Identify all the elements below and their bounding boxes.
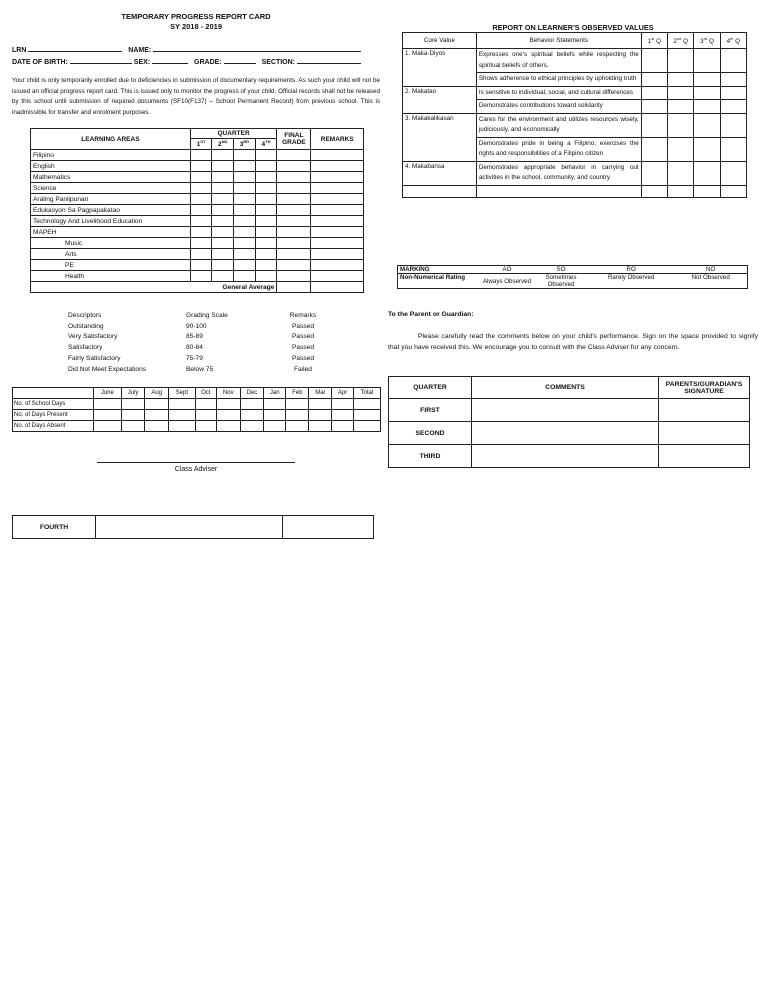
values-rating-cell[interactable]	[668, 137, 694, 161]
grade-cell[interactable]	[234, 260, 256, 271]
grade-cell[interactable]	[212, 216, 234, 227]
values-rating-cell[interactable]	[694, 161, 720, 185]
grade-cell[interactable]	[255, 249, 277, 260]
subject-name: Science	[31, 183, 191, 194]
marking-code-so: SO	[556, 266, 566, 273]
month-header: Oct	[195, 388, 216, 399]
subject-row	[31, 161, 364, 172]
values-row	[403, 161, 747, 185]
grade-cell[interactable]	[234, 161, 256, 172]
values-rating-cell[interactable]	[720, 100, 746, 114]
lrn-name-row	[12, 44, 382, 54]
behavior-statement: Shows adherence to ethical principles by upholding truth	[476, 73, 641, 87]
attendance-cell[interactable]	[169, 410, 196, 421]
values-rating-cell[interactable]	[668, 49, 694, 73]
fourth-signature-cell[interactable]	[283, 516, 374, 539]
attendance-cell[interactable]	[121, 421, 145, 432]
comment-row	[389, 445, 750, 468]
grade-cell[interactable]	[255, 205, 277, 216]
subject-name: Technology And Livelihood Education	[31, 216, 191, 227]
grade-cell[interactable]	[277, 260, 311, 271]
comments-quarter-header: QUARTER	[389, 377, 472, 399]
grade-cell[interactable]	[190, 183, 212, 194]
school-year: SY 2018 - 2019	[170, 22, 222, 31]
lrn-label: LRN	[12, 47, 27, 54]
subject-name: MAPEH	[31, 227, 191, 238]
attendance-cell[interactable]	[145, 410, 169, 421]
subject-row	[31, 216, 364, 227]
month-header: Mar	[309, 388, 332, 399]
grade-cell[interactable]	[277, 172, 311, 183]
subject-row	[31, 183, 364, 194]
values-rating-cell[interactable]	[720, 113, 746, 137]
quarter-4-header: 4TH	[255, 139, 277, 150]
grade-cell[interactable]	[277, 249, 311, 260]
behavior-statement: Cares for the environment and utilizes resources wisely, judiciously, and economically	[476, 113, 641, 137]
comments-table	[388, 376, 750, 468]
subject-name: PE	[31, 260, 191, 271]
grade-cell[interactable]	[234, 227, 256, 238]
remarks-header: REMARKS	[311, 129, 364, 150]
month-header: June	[94, 388, 122, 399]
values-q1-header: 1st Q	[641, 33, 667, 49]
attendance-row	[13, 399, 381, 410]
lrn-field[interactable]	[28, 44, 122, 52]
subject-row	[31, 194, 364, 205]
dob-field[interactable]	[70, 56, 132, 64]
grading-remark: Passed	[292, 333, 314, 341]
grade-cell[interactable]	[255, 271, 277, 282]
marking-label: MARKING	[400, 266, 430, 273]
attendance-cell[interactable]	[332, 421, 353, 432]
subject-name: Araling Panlipunan	[31, 194, 191, 205]
core-value-cell: 1. Maka-Diyos	[403, 49, 477, 87]
quarter-header: QUARTER	[190, 129, 277, 139]
grade-cell[interactable]	[255, 216, 277, 227]
values-rating-cell[interactable]	[641, 161, 667, 185]
attendance-cell[interactable]	[332, 399, 353, 410]
values-rating-cell[interactable]	[641, 137, 667, 161]
marking-table	[397, 265, 748, 289]
comment-cell[interactable]	[472, 399, 659, 422]
attendance-cell[interactable]	[216, 410, 240, 421]
general-average-cell[interactable]	[277, 282, 311, 293]
non-numerical-label: Non-Numerical Rating	[400, 274, 465, 281]
comment-row	[389, 399, 750, 422]
grade-cell[interactable]	[255, 150, 277, 161]
grade-cell[interactable]	[311, 249, 364, 260]
subject-name: Arts	[31, 249, 191, 260]
grade-cell[interactable]	[255, 172, 277, 183]
month-header: Total	[353, 388, 380, 399]
grade-cell[interactable]	[234, 205, 256, 216]
month-header: July	[121, 388, 145, 399]
descriptors-header: Descriptors	[68, 311, 102, 319]
fourth-quarter-table	[12, 515, 374, 539]
grade-cell[interactable]	[190, 150, 212, 161]
attendance-cell[interactable]	[332, 410, 353, 421]
attendance-cell[interactable]	[195, 410, 216, 421]
values-rating-cell[interactable]	[720, 49, 746, 73]
grading-descriptor: Satisfactory	[68, 344, 103, 352]
fourth-comment-cell[interactable]	[96, 516, 283, 539]
subject-row	[31, 172, 364, 183]
subject-name: Edukasyon Sa Pagpapakatao	[31, 205, 191, 216]
adviser-signature-line[interactable]	[97, 462, 295, 463]
grade-cell[interactable]	[277, 227, 311, 238]
grading-row	[68, 353, 328, 364]
grade-cell[interactable]	[212, 183, 234, 194]
grade-cell[interactable]	[255, 238, 277, 249]
grading-descriptor: Outstanding	[68, 322, 104, 330]
signature-cell[interactable]	[659, 422, 750, 445]
fourth-quarter-label: FOURTH	[13, 516, 96, 539]
subject-rows	[31, 150, 364, 282]
marking-code-ro: RO	[626, 266, 636, 273]
grade-cell[interactable]	[190, 172, 212, 183]
attendance-cell[interactable]	[264, 421, 286, 432]
signature-header: PARENTS/GURADIAN'S SIGNATURE	[659, 377, 750, 399]
values-rating-cell[interactable]	[720, 86, 746, 100]
subject-name: English	[31, 161, 191, 172]
attendance-cell[interactable]	[309, 410, 332, 421]
values-rating-cell[interactable]	[641, 100, 667, 114]
class-adviser-label: Class Adviser	[174, 466, 218, 473]
values-rating-cell[interactable]	[668, 73, 694, 87]
behavior-header: Behavior Statements	[476, 33, 641, 49]
values-rating-cell[interactable]	[694, 100, 720, 114]
rating-rarely: Rarely Observed	[607, 274, 655, 281]
dob-row	[12, 56, 382, 66]
values-rating-cell[interactable]	[694, 73, 720, 87]
grade-cell[interactable]	[234, 172, 256, 183]
grade-cell[interactable]	[277, 161, 311, 172]
report-title: TEMPORARY PROGRESS REPORT CARD	[121, 12, 271, 21]
month-header: Aug	[145, 388, 169, 399]
comment-quarter-label: FIRST	[389, 399, 472, 422]
grading-row	[68, 321, 328, 332]
attendance-cell[interactable]	[353, 399, 380, 410]
grade-cell[interactable]	[311, 260, 364, 271]
month-header: Sept	[169, 388, 196, 399]
grade-cell[interactable]	[212, 172, 234, 183]
grade-cell[interactable]	[212, 194, 234, 205]
grade-cell[interactable]	[190, 249, 212, 260]
values-rating-cell[interactable]	[720, 137, 746, 161]
subject-row	[31, 205, 364, 216]
grade-cell[interactable]	[234, 249, 256, 260]
marking-code-no: NO	[706, 266, 716, 273]
attendance-cell[interactable]	[121, 410, 145, 421]
values-rating-cell[interactable]	[641, 86, 667, 100]
name-label: NAME:	[128, 47, 152, 54]
signature-cell[interactable]	[659, 445, 750, 468]
grade-cell[interactable]	[277, 271, 311, 282]
grade-cell[interactable]	[311, 161, 364, 172]
core-value-cell: 2. Makatao	[403, 86, 477, 113]
grade-cell[interactable]	[212, 161, 234, 172]
month-header: Feb	[286, 388, 309, 399]
grade-cell[interactable]	[190, 205, 212, 216]
grade-cell[interactable]	[277, 150, 311, 161]
grading-range: Below 75	[186, 365, 214, 373]
grading-remark: Failed	[294, 365, 312, 373]
grade-cell[interactable]	[212, 249, 234, 260]
behavior-statement: Is sensitive to individual, social, and cultural differences	[476, 86, 641, 100]
grade-cell[interactable]	[311, 172, 364, 183]
comment-quarter-label: SECOND	[389, 422, 472, 445]
rating-not: Not Observed	[691, 274, 730, 281]
section-field[interactable]	[297, 56, 361, 64]
grade-cell[interactable]	[311, 227, 364, 238]
subject-name: Mathematics	[31, 172, 191, 183]
attendance-cell[interactable]	[309, 421, 332, 432]
values-rating-cell[interactable]	[720, 161, 746, 185]
grading-descriptor: Did Not Meet Expectations	[68, 365, 147, 373]
values-rating-cell[interactable]	[694, 86, 720, 100]
subject-name: Music	[31, 238, 191, 249]
core-value-cell: 3. Makakalikasan	[403, 113, 477, 161]
attendance-cell[interactable]	[240, 410, 264, 421]
subject-row	[31, 260, 364, 271]
grading-scale-header: Grading Scale	[186, 311, 228, 319]
rating-sometimes: Sometimes Observed	[545, 274, 577, 288]
attendance-cell[interactable]	[94, 399, 122, 410]
general-average-label: General Average	[31, 282, 277, 293]
general-average-remarks[interactable]	[311, 282, 364, 293]
grade-cell[interactable]	[255, 161, 277, 172]
attendance-cell[interactable]	[195, 399, 216, 410]
parent-note-body: Please carefully read the comments below on your child's performance. Sign on the space provided to signify that you have received this. We encourage you to consult with the Class Adviser for any concern.	[388, 333, 758, 351]
grade-field[interactable]	[224, 56, 256, 64]
grading-remark: Passed	[292, 355, 314, 363]
grade-cell[interactable]	[311, 271, 364, 282]
sex-field[interactable]	[152, 56, 188, 64]
grading-range: 90-100	[186, 322, 207, 330]
grade-cell[interactable]	[234, 150, 256, 161]
grading-scale-table	[68, 310, 328, 375]
behavior-statement: Demonstrates appropriate behavior in carrying out activities in the school, community, and country	[476, 161, 641, 185]
subject-name: Filipino	[31, 150, 191, 161]
grading-remark: Passed	[292, 344, 314, 352]
values-rating-cell[interactable]	[694, 49, 720, 73]
core-value-cell: 4. Makabansa	[403, 161, 477, 185]
grade-cell[interactable]	[277, 194, 311, 205]
comments-header: COMMENTS	[472, 377, 659, 399]
comment-cell[interactable]	[472, 422, 659, 445]
grading-range: 80-84	[186, 344, 203, 352]
parent-note-heading: To the Parent or Guardian:	[388, 311, 474, 318]
grade-cell[interactable]	[190, 238, 212, 249]
values-q2-header: 2nd Q	[668, 33, 694, 49]
attendance-cell[interactable]	[195, 421, 216, 432]
final-grade-header: FINAL GRADE	[277, 129, 311, 150]
learning-areas-table	[30, 128, 364, 293]
attendance-corner	[13, 388, 94, 399]
signature-cell[interactable]	[659, 399, 750, 422]
grade-cell[interactable]	[277, 216, 311, 227]
attendance-cell[interactable]	[309, 399, 332, 410]
grade-cell[interactable]	[311, 194, 364, 205]
grade-cell[interactable]	[212, 205, 234, 216]
grade-cell[interactable]	[311, 150, 364, 161]
attendance-cell[interactable]	[169, 421, 196, 432]
notice-text: Your child is only temporarily enrolled due to deficiencies in submission of documentary requirements. As such your child will not be issued an official progress report card. This is issued only to monitor the progress of your child. Official records shall not be released by this school until submission of required documents (SF10(F137) – School Permanent Record) from previous school. This is inadmissible for transfer and enrolment purposes.	[12, 77, 380, 116]
grade-cell[interactable]	[234, 183, 256, 194]
quarter-3-header: 3RD	[234, 139, 256, 150]
grading-row	[68, 342, 328, 353]
subject-row	[31, 150, 364, 161]
month-header: Dec	[240, 388, 264, 399]
grading-row	[68, 364, 328, 375]
attendance-cell[interactable]	[240, 399, 264, 410]
attendance-cell[interactable]	[264, 399, 286, 410]
values-rating-cell[interactable]	[668, 86, 694, 100]
attendance-cell[interactable]	[121, 399, 145, 410]
grade-label: GRADE:	[194, 59, 222, 66]
subject-row	[31, 249, 364, 260]
attendance-cell[interactable]	[94, 421, 122, 432]
grade-cell[interactable]	[234, 194, 256, 205]
month-header: Apr	[332, 388, 353, 399]
values-rating-cell[interactable]	[668, 100, 694, 114]
attendance-cell[interactable]	[145, 421, 169, 432]
grade-cell[interactable]	[311, 183, 364, 194]
sex-label: SEX:	[133, 59, 151, 66]
grade-cell[interactable]	[311, 238, 364, 249]
observed-values-table	[402, 32, 747, 198]
grade-cell[interactable]	[190, 227, 212, 238]
values-q4-header: 4th Q	[720, 33, 746, 49]
behavior-statement: Demonstrates contributions toward solidarity	[476, 100, 641, 114]
attendance-row-label: No. of School Days	[13, 399, 94, 410]
month-header: Nov	[216, 388, 240, 399]
grade-cell[interactable]	[234, 216, 256, 227]
comment-cell[interactable]	[472, 445, 659, 468]
grading-descriptor: Fairly Satisfactory	[68, 355, 121, 363]
attendance-row-label: No. of Days Absent	[13, 421, 94, 432]
grade-cell[interactable]	[277, 238, 311, 249]
attendance-cell[interactable]	[264, 410, 286, 421]
behavior-statement: Expresses one's spiritual beliefs while respecting the spiritual beliefs of others.	[476, 49, 641, 73]
learning-areas-header: LEARNING AREAS	[31, 129, 191, 150]
values-title: REPORT ON LEARNER'S OBSERVED VALUES	[492, 23, 654, 32]
comment-row	[389, 422, 750, 445]
grading-remarks-header: Remarks	[289, 311, 317, 319]
attendance-cell[interactable]	[286, 421, 309, 432]
subject-row	[31, 271, 364, 282]
attendance-row-label: No. of Days Present	[13, 410, 94, 421]
comment-quarter-label: THIRD	[389, 445, 472, 468]
values-rating-cell[interactable]	[641, 73, 667, 87]
subject-name: Health	[31, 271, 191, 282]
grade-cell[interactable]	[190, 161, 212, 172]
grade-cell[interactable]	[234, 271, 256, 282]
marking-code-ao: AO	[502, 266, 512, 273]
grade-cell[interactable]	[311, 205, 364, 216]
grade-cell[interactable]	[255, 183, 277, 194]
grade-cell[interactable]	[212, 150, 234, 161]
values-row	[403, 86, 747, 100]
dob-label: DATE OF BIRTH:	[12, 59, 68, 66]
attendance-cell[interactable]	[216, 421, 240, 432]
grading-row	[68, 332, 328, 343]
grade-cell[interactable]	[190, 216, 212, 227]
name-field[interactable]	[153, 44, 361, 52]
grade-cell[interactable]	[277, 183, 311, 194]
attendance-row	[13, 421, 381, 432]
values-q3-header: 3rd Q	[694, 33, 720, 49]
grade-cell[interactable]	[190, 260, 212, 271]
grade-cell[interactable]	[255, 194, 277, 205]
grade-cell[interactable]	[190, 271, 212, 282]
attendance-cell[interactable]	[216, 399, 240, 410]
core-value-header: Core Value	[403, 33, 477, 49]
values-rating-cell[interactable]	[694, 113, 720, 137]
values-row	[403, 113, 747, 137]
grade-cell[interactable]	[255, 227, 277, 238]
values-row	[403, 49, 747, 73]
subject-row	[31, 227, 364, 238]
grading-range: 75-79	[186, 355, 203, 363]
quarter-1-header: 1ST	[190, 139, 212, 150]
attendance-cell[interactable]	[286, 410, 309, 421]
grade-cell[interactable]	[311, 216, 364, 227]
values-rating-cell[interactable]	[641, 49, 667, 73]
behavior-statement: Demonstrates pride in being a Filipino; exercises the rights and responsibilities of a Filipino citizen	[476, 137, 641, 161]
values-rating-cell[interactable]	[694, 137, 720, 161]
values-rating-cell[interactable]	[668, 113, 694, 137]
attendance-cell[interactable]	[145, 399, 169, 410]
grade-cell[interactable]	[212, 271, 234, 282]
values-rating-cell[interactable]	[668, 161, 694, 185]
grade-cell[interactable]	[277, 205, 311, 216]
attendance-cell[interactable]	[353, 421, 380, 432]
grading-range: 85-89	[186, 333, 203, 341]
grading-descriptor: Very Satisfactory	[68, 333, 118, 341]
attendance-cell[interactable]	[169, 399, 196, 410]
attendance-cell[interactable]	[286, 399, 309, 410]
attendance-cell[interactable]	[240, 421, 264, 432]
attendance-cell[interactable]	[353, 410, 380, 421]
attendance-cell[interactable]	[94, 410, 122, 421]
section-label: SECTION:	[261, 59, 296, 66]
grade-cell[interactable]	[234, 238, 256, 249]
grade-cell[interactable]	[212, 238, 234, 249]
grade-cell[interactable]	[190, 194, 212, 205]
values-rating-cell[interactable]	[641, 113, 667, 137]
attendance-row	[13, 410, 381, 421]
rating-always: Always Observed	[482, 277, 532, 285]
grade-cell[interactable]	[212, 227, 234, 238]
grading-remark: Passed	[292, 322, 314, 330]
grade-cell[interactable]	[255, 260, 277, 271]
grade-cell[interactable]	[212, 260, 234, 271]
quarter-2-header: 2ND	[212, 139, 234, 150]
month-header: Jan	[264, 388, 286, 399]
subject-row	[31, 238, 364, 249]
attendance-table	[12, 387, 381, 432]
values-rating-cell[interactable]	[720, 73, 746, 87]
